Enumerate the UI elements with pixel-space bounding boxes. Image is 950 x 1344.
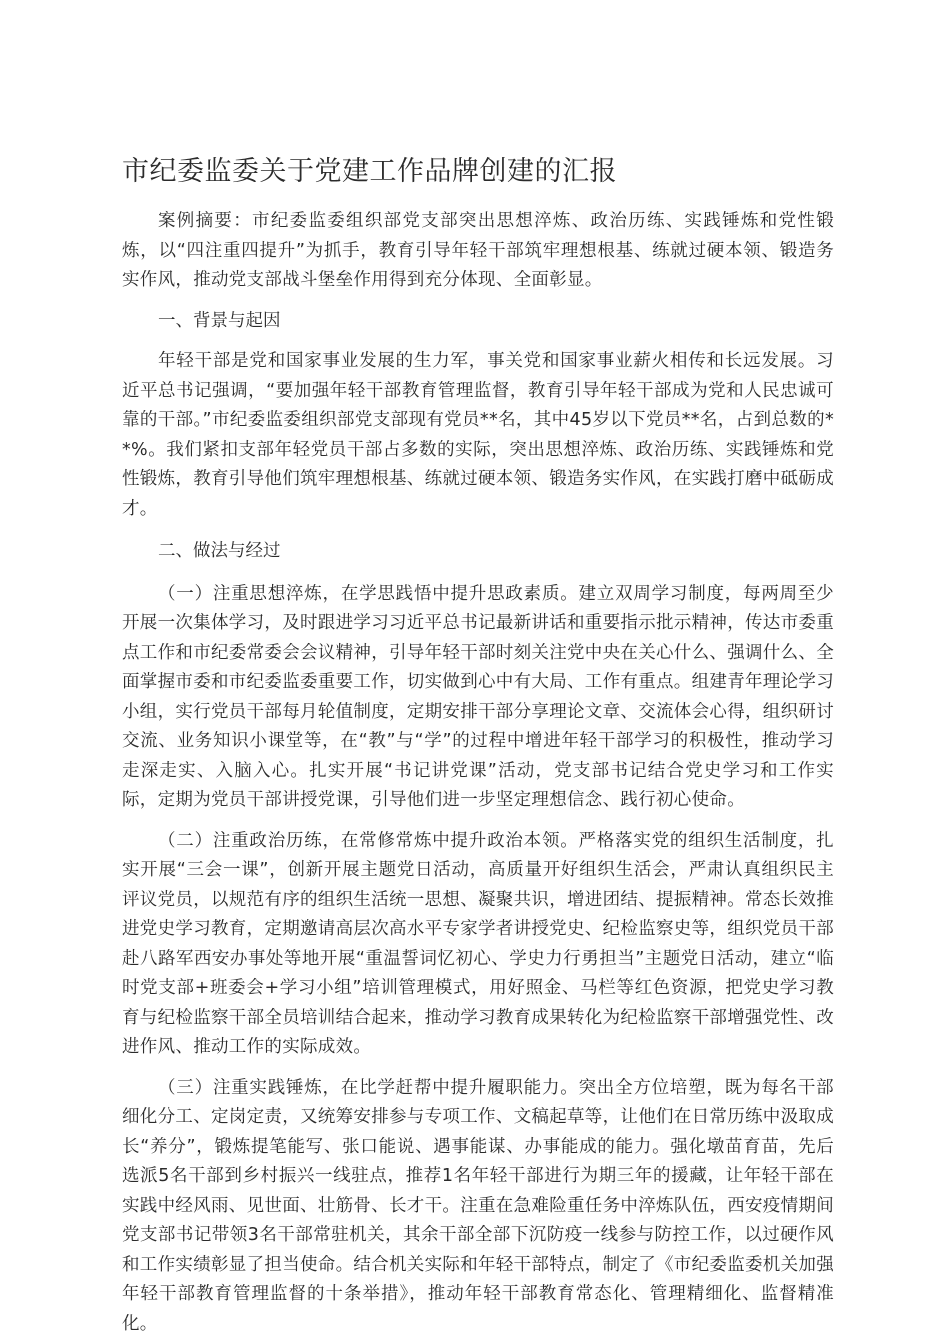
practice-paragraph-3: （三）注重实践锤炼，在比学赶帮中提升履职能力。突出全方位培塑，既为每名干部细化分工、定岗定责，又统筹安排参与专项工作、文稿起草等，让他们在日常历练中汲取成长“养分”，锻炼提笔能写、张口能说、遇事能谋、办事能成的能力。强化墩苗育苗，先后选派5名干部到乡村振兴一线驻点，推荐1名年轻干部进行为期三年的援藏，让年轻干部在实践中经风雨、见世面、壮筋骨、长才干。注重在急难险重任务中淬炼队伍，西安疫情期间党支部书记带领3名干部常驻机关，其余干部全部下沉防疫一线参与防控工作，以过硬作风和工作实绩彰显了担当使命。结合机关实际和年轻干部特点，制定了《市纪委监委机关加强年轻干部教育管理监督的十条举措》，推动年轻干部教育常态化、管理精细化、监督精准化。 [122, 1077, 834, 1334]
section-heading-practice: 二、做法与经过 [158, 541, 281, 561]
practice-paragraph-2: （二）注重政治历练，在常修常炼中提升政治本领。严格落实党的组织生活制度，扎实开展“三会一课”，创新开展主题党日活动，高质量开好组织生活会，严肃认真组织民主评议党员，以规范有序的组织生活统一思想、凝聚共识，增进团结、提振精神。常态长效推进党史学习教育，定期邀请高层次高水平专家学者讲授党史、纪检监察史等，组织党员干部赴八路军西安办事处等地开展“重温誓词忆初心、学史力行勇担当”主题党日活动，建立“临时党支部+班委会+学习小组”培训管理模式，用好照金、马栏等红色资源，把党史学习教育与纪检监察干部全员培训结合起来，推动学习教育成果转化为纪检监察干部增强党性、改进作风、推动工作的实际成效。 [122, 830, 834, 1057]
document-body [122, 207, 834, 1339]
abstract-paragraph: 案例摘要：市纪委监委组织部党支部突出思想淬炼、政治历练、实践锤炼和党性锻炼，以“四注重四提升”为抓手，教育引导年轻干部筑牢理想根基、练就过硬本领、锻造务实作风，推动党支部战斗堡垒作用得到充分体现、全面彰显。 [122, 211, 834, 290]
section-heading-background: 一、背景与起因 [158, 310, 281, 331]
document-title: 市纪委监委关于党建工作品牌创建的汇报 [122, 156, 617, 187]
practice-paragraph-1: （一）注重思想淬炼，在学思践悟中提升思政素质。建立双周学习制度，每两周至少开展一次集体学习，及时跟进学习习近平总书记最新讲话和重要指示批示精神，传达市委重点工作和市纪委常委会会议精神，引导年轻干部时刻关注党中央在关心什么、强调什么、全面掌握市委和市纪委监委重要工作，切实做到心中有大局、工作有重点。组建青年理论学习小组，实行党员干部每月轮值制度，定期安排干部分享理论文章、交流体会心得，组织研讨交流、业务知识小课堂等，在“教”与“学”的过程中增进年轻干部学习的积极性，推动学习走深走实、入脑入心。扎实开展“书记讲党课”活动，党支部书记结合党史学习和工作实际，定期为党员干部讲授党课，引导他们进一步坚定理想信念、践行初心使命。 [122, 583, 834, 810]
background-paragraph: 年轻干部是党和国家事业发展的生力军，事关党和国家事业薪火相传和长远发展。习近平总书记强调，“要加强年轻干部教育管理监督，教育引导年轻干部成为党和人民忠诚可靠的干部。”市纪委监委组织部党支部现有党员**名，其中45岁以下党员**名，占到总数的**%。我们紧扣支部年轻党员干部占多数的实际，突出思想淬炼、政治历练、实践锤炼和党性锻炼，教育引导他们筑牢理想根基、练就过硬本领、锻造务实作风，在实践打磨中砥砺成才。 [122, 351, 834, 519]
